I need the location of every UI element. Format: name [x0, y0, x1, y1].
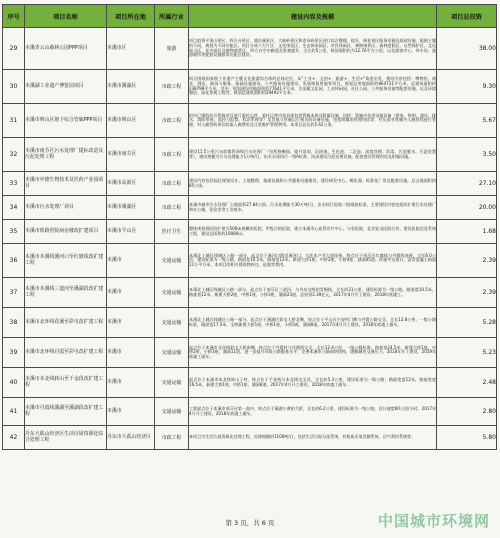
project-industry: 市政工程	[155, 104, 189, 138]
project-investment: 5.80	[437, 426, 497, 450]
project-content: 起点位于本溪市本北线转山子村，终点位于千金线与本北线交叉处，全长约5.3公里，建设标准为一级公路，路面宽度12米，路基宽度16.5米，新建大桥1座，中桥1座，涵洞8道。2017年4月开工建设，2018年底竣工通车。	[189, 368, 437, 398]
table-row	[3, 398, 497, 426]
project-investment: 3.50	[437, 138, 497, 172]
table-row	[3, 220, 497, 244]
project-name: 本溪市明山区地下综合管廊PPP项目	[25, 104, 107, 138]
project-location: 本溪市	[107, 244, 155, 278]
project-investment: 5.28	[437, 308, 497, 338]
header-industry: 所属行业	[155, 5, 189, 28]
table-row	[3, 70, 497, 104]
row-number: 38	[3, 308, 25, 338]
table-row	[3, 426, 497, 450]
project-investment: 2.48	[437, 368, 497, 398]
project-content: 起点位于本溪市北环线彩屯大桥南侧，终点位于丹霞村与丹霞线交叉，全长12.4公里，一级公路标准，路基宽24.5米，新建大桥1座，中桥2座，小桥3座，涵洞11道。进一步提升环线公路服务水平，完善本溪市公路网络结构，缓解城市交通压力，2018年开工建设，2019年底竣工通车。	[189, 338, 437, 368]
row-number: 30	[3, 70, 25, 104]
project-location: 本溪市	[107, 278, 155, 308]
project-name: 本溪市本溪线三道河至溪湖段改扩建工程	[25, 278, 107, 308]
project-investment: 2.80	[437, 398, 497, 426]
project-location: 本溪市明山区	[107, 104, 155, 138]
project-content: 本溪北上城区线城区公路一部分，起点位于溪河口附近溪河口，与沈本产业大道连接，终点位于南芬区红旗线与丹霞线连接，全长6.0公里。建设标准为一级公路，路面宽10.5米，路基宽12米。新建大桥1座，中桥2座，小桥4座，涵洞45道。改建平交道口，沥青混凝土路面11万平方米。本项目的相关建筑物拆迁、征地等费用。	[189, 244, 437, 278]
row-number: 36	[3, 244, 25, 278]
project-industry: 市政工程	[155, 172, 189, 196]
project-investment: 27.10	[437, 172, 497, 196]
project-industry: 交通运输	[155, 278, 189, 308]
row-number: 40	[3, 368, 25, 398]
project-industry: 市政工程	[155, 196, 189, 220]
project-name: 本溪市铁路医院病房楼改扩建项目	[25, 220, 107, 244]
project-investment: 2.39	[437, 278, 497, 308]
row-number: 32	[3, 138, 25, 172]
row-number: 35	[3, 220, 25, 244]
project-investment: 5.23	[437, 338, 497, 368]
table-row	[3, 138, 497, 172]
row-number: 31	[3, 104, 25, 138]
header-content: 建设内容及规模	[189, 5, 437, 28]
project-industry: 交通运输	[155, 398, 189, 426]
table-header-row	[3, 5, 497, 28]
table-row	[3, 196, 497, 220]
project-investment: 38.00	[437, 28, 497, 70]
project-location: 本溪市高新区	[107, 172, 155, 196]
project-location: 本溪市	[107, 308, 155, 338]
project-location: 本溪市平山区	[107, 220, 155, 244]
project-content: 本项目为生活垃圾资源化处理工程，处理规模约1100吨/日，包括生活垃圾分选系统、有机质厌氧发酵系统、沼气利用系统等。	[189, 426, 437, 450]
project-content: 工程起点位于本溪市南芬区第一高中，终点位于溪湖小黄柏大桥，全长约6.2公里，建设标准为一级公路，设计速度60公里/小时。2017年4月开工建设，2018年底竣工通车。	[189, 398, 437, 426]
header-name: 项目名称	[25, 5, 107, 28]
project-content: 整体规划将医院扩建为500床规模的医院，甲级合格医院，建立本溪市心血管诊疗中心，与省医院、北京安贞医院合作，建设医院信息系统工程，建设总面积约10080㎡。	[189, 220, 437, 244]
row-number: 41	[3, 398, 25, 426]
project-industry: 市政工程	[155, 426, 189, 450]
project-content: 本溪市城市污水处理厂占地面积27.84公顷，污水处理能力30万吨/日，出水执行国家二级排放标准，主要建设内容包括改扩建污水处理厂和办公楼、化验室等工业废水。	[189, 196, 437, 220]
project-industry: 交通运输	[155, 244, 189, 278]
project-location: 本溪市	[107, 368, 155, 398]
project-name: 本溪湖工业遗产博览园项目	[25, 70, 107, 104]
project-content: 项目拟将平顶山景区、四方台景区、浦东溪景区、大峪岭景区和老母岭景区进行综合整理、提升，修复景区服务设施及基础设施，根据主题的不同，规划为不同功能区。项目分成六大片区：文化体验区、生态休闲园区、市民休闲区、神修康养区、森林度假区、自然保护区。文化展示区、花卉园区及植物观赏区、四方台空中廊道及景观提升，全长约5公里，规划面积约为12.76平方公里。以及游客中心、停车场、旅游厕所等配套设施服务功能区建设。	[189, 28, 437, 70]
project-content: 拟对已建的综合管廊项目进行委托运营，委托运营内容具体包括管廊本体及附属设施，包括：管廊内各类设施设备（供电、照明、通风、排水、消防系统、监控与报警、标识系统等）及其他与管廊运行相关的设备设施，包括附属的管理用房等，并负责对管廊内入廊管线进行管理，对入廊管线单位收取入廊费用及日常维护管理费用。本项目总长约5.62公里。	[189, 104, 437, 138]
project-content: 项目围绕国家级工业遗产主题文化旅游综合体的总体定位，从"工业+、文创+、旅游+、生活+"角度出发，建设内容包括：博物馆、商业、酒店、剧场与服务、基础设施建设、公共服务设施建设、发展规划用地等项目，规划总用地面积约864731平方米，总建筑面积约238798平方米，其中，规划建设用地面积约77641平方米，含金属文化园、工业休闲园、社区公园、公共服务设施等配套设施，以及环境整治、绿化景观工程等，规划总建筑面积约29492平方米。	[189, 70, 437, 104]
table-row	[3, 338, 497, 368]
project-table	[2, 4, 497, 450]
table-row	[3, 172, 497, 196]
project-content: 本溪北上城区线城区公路一部分，起点位于溪湖区彩屯大桥北侧，终点位于平山区兴安村门牌与丹霞公路交叉，全长12.8公里，一级公路标准，路面宽17.5米，全线新建大桥1座，中桥1座，小桥5座，涵洞8道。2017年4月开工建设，2018年底竣工通车。	[189, 308, 437, 338]
table-row	[3, 368, 497, 398]
header-num: 序号	[3, 5, 25, 28]
project-name: 本溪市本溪线溪河口至红旗线改扩建工程	[25, 244, 107, 278]
project-industry: 医疗卫生	[155, 220, 189, 244]
row-number: 33	[3, 172, 25, 196]
project-name: 本溪市中德生物技术及医药产业园项目	[25, 172, 107, 196]
project-location: 本溪市	[107, 398, 155, 426]
project-industry: 市政工程	[155, 70, 189, 104]
watermark-logo: 中国城市环境网	[377, 512, 490, 530]
project-location: 本溪市区	[107, 28, 155, 70]
project-name: 本溪市本北线转山至千金段改扩建工程	[25, 368, 107, 398]
row-number: 37	[3, 278, 25, 308]
project-investment: 5.67	[437, 104, 497, 138]
project-location: 本溪市溪湖区	[107, 70, 155, 104]
row-number: 34	[3, 196, 25, 220]
project-location: 丹东市大孤山经济区	[107, 426, 155, 450]
project-name: 本溪青云山森林公园PPP项目	[25, 28, 107, 70]
project-name: 本溪市丹霞线溪湖至溪湖段改扩建工程	[25, 398, 107, 426]
project-name: 丹东大孤山经济区生活垃圾资源化综合处理工程	[25, 426, 107, 450]
project-content: 建设内容包括园区规划设计、土地整理、基础设施和公共服务设施建设，建设研发中心、孵化器、标准化厂房及配套设施，总占地面积约85公顷。	[189, 172, 437, 196]
project-industry: 交通运输	[155, 368, 189, 398]
table-body	[3, 28, 497, 450]
table-row	[3, 28, 497, 70]
table-row	[3, 104, 497, 138]
project-name: 本溪市北环线丹霞至彩屯改扩建工程	[25, 338, 107, 368]
project-name: 本溪市南芬区污水处理厂提标改造及污泥处理工程	[25, 138, 107, 172]
project-location: 本溪市南芬区	[107, 138, 155, 172]
project-name: 本溪市污水处理厂项目	[25, 196, 107, 220]
project-investment: 2.39	[437, 244, 497, 278]
project-industry: 交通运输	[155, 308, 189, 338]
table-row	[3, 278, 497, 308]
project-investment: 20.00	[437, 196, 497, 220]
row-number: 39	[3, 338, 25, 368]
project-location: 本溪市	[107, 338, 155, 368]
row-number: 42	[3, 426, 25, 450]
row-number: 29	[3, 28, 25, 70]
project-content: 本溪北上城区线城区公路一部分，起点位于南芬区三道河，与丹东交线的青铜线，全长约31公里，建设标准为一级公路，路面宽10.5米，路基宽12米。新建大桥2座，中桥1座，小桥3座，涵洞23道。总投资2.39亿元，2017年4月开工建设，2018年底竣工。	[189, 278, 437, 308]
project-investment: 1.68	[437, 220, 497, 244]
page-footer: 第 3 页，共 6 页	[225, 519, 275, 527]
table-row	[3, 244, 497, 278]
project-content: 建设11.5公里污水收集管网和污水处理厂（包括格栅间、提升泵房、沉砂池、生化池、二沉池、深度处理、消毒、污泥脱水、污泥处置等），建设规模为污水处理能力1万吨/日，出水水质执行一级A标准；同步建设污泥处理设施，配套建设管理用房及附属设施。	[189, 138, 437, 172]
project-industry: 市政工程	[155, 138, 189, 172]
project-industry: 交通运输	[155, 338, 189, 368]
header-investment: 项目总投资	[437, 5, 497, 28]
project-name: 本溪市北环线花溪至彩屯改扩建工程	[25, 308, 107, 338]
header-location: 项目所在地	[107, 5, 155, 28]
table-row	[3, 308, 497, 338]
project-industry: 旅游	[155, 28, 189, 70]
project-investment: 9.30	[437, 70, 497, 104]
project-location: 本溪市溪湖区	[107, 196, 155, 220]
